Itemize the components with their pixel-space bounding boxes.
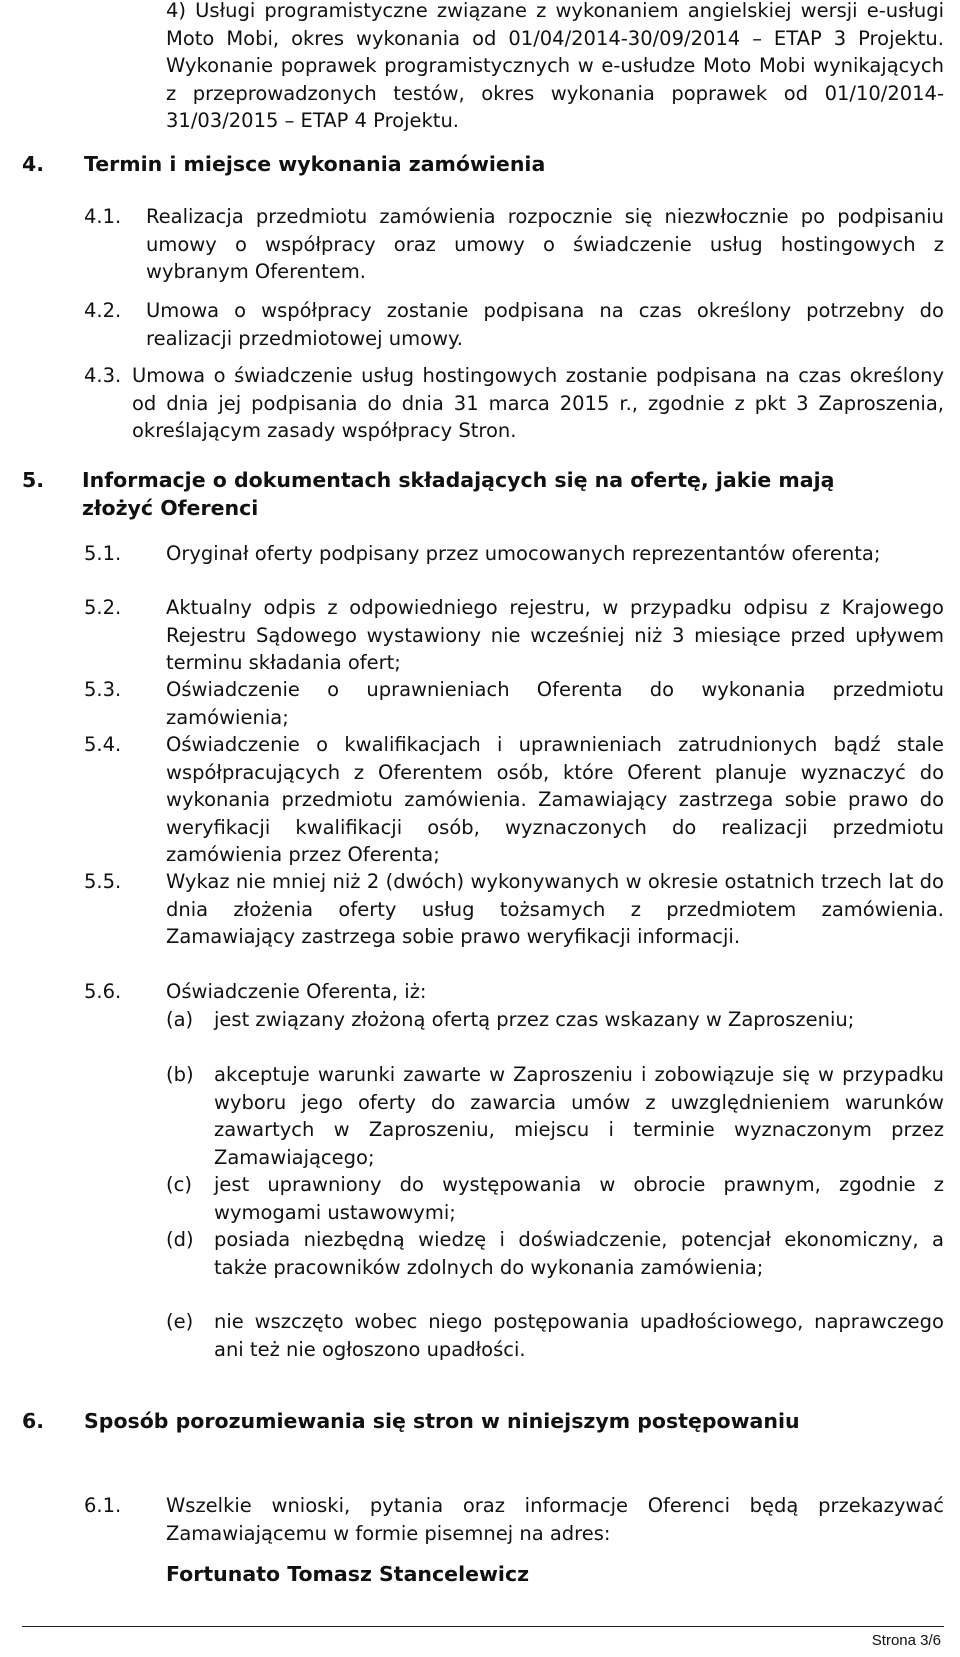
- sub-item-d: [166, 1226, 944, 1281]
- clause-number: 4.2.: [84, 299, 122, 322]
- clause-text: Oświadczenie o uprawnieniach Oferenta do wykonania przedmiotu zamówienia;: [166, 678, 944, 729]
- clause-text: Oświadczenie Oferenta, iż:: [166, 980, 427, 1003]
- clause-number: 5.5.: [84, 870, 122, 893]
- section-number: 5.: [22, 468, 45, 492]
- sub-item-letter: (b): [166, 1063, 194, 1086]
- clause-number: 5.3.: [84, 678, 122, 701]
- clause-text: Realizacja przedmiotu zamówienia rozpocznie się niezwłocznie po podpisaniu umowy o współpracy oraz umowy o świadczenie usług hostingowych z wybranym Oferentem.: [146, 205, 944, 283]
- clause-text: Wszelkie wnioski, pytania oraz informacje Oferenci będą przekazywać Zamawiającemu w formie pisemnej na adres:: [166, 1494, 944, 1545]
- clause-number: 5.2.: [84, 596, 122, 619]
- clause-5-5: [84, 868, 944, 951]
- sub-item-c: [166, 1171, 944, 1226]
- sub-item-text: nie wszczęto wobec niego postępowania upadłościowego, naprawczego ani też nie ogłoszono upadłości.: [214, 1310, 944, 1361]
- clause-text: Aktualny odpis z odpowiedniego rejestru, w przypadku odpisu z Krajowego Rejestru Sądowego wystawiony nie wcześniej niż 3 miesiące przed upływem terminu składania ofert;: [166, 596, 944, 674]
- clause-number: 5.1.: [84, 542, 122, 565]
- page-number: Strona 3/6: [871, 1632, 941, 1649]
- sub-item-b: [166, 1061, 944, 1171]
- clause-6-1: [84, 1492, 944, 1547]
- clause-5-6: [84, 978, 944, 1006]
- clause-5-4: [84, 731, 944, 869]
- clause-5-2: [84, 594, 944, 677]
- clause-number: 4.3.: [84, 364, 122, 387]
- clause-5-3: [84, 676, 944, 731]
- clause-text: Oświadczenie o kwalifikacjach i uprawnieniach zatrudnionych bądź stale współpracujących z Oferentem osób, które Oferent planuje wyznaczyć do wykonania przedmiotu zamówienia. Zamawiający zastrzega sobie prawo do weryfikacji kwalifikacji osób, wyznaczonych do realizacji przedmiotu zamówienia przez Oferenta;: [166, 733, 944, 866]
- clause-4-1: [84, 203, 944, 286]
- clause-text: Umowa o współpracy zostanie podpisana na czas określony potrzebny do realizacji przedmiotowej umowy.: [146, 299, 944, 350]
- clause-number: 4.1.: [84, 205, 122, 228]
- clause-text: Umowa o świadczenie usług hostingowych zostanie podpisana na czas określony od dnia jej podpisania do dnia 31 marca 2015 r., zgodnie z pkt 3 Zaproszenia, określającym zasady współpracy Stron.: [132, 364, 944, 442]
- sub-item-letter: (c): [166, 1173, 192, 1196]
- section-title: Informacje o dokumentach składających się na ofertę, jakie mają złożyć Oferenci: [82, 468, 835, 520]
- list-item-4: 4) Usługi programistyczne związane z wykonaniem angielskiej wersji e-usługi Moto Mobi, okres wykonania od 01/04/2014-30/09/2014 – ETAP 3 Projektu. Wykonanie poprawek programistycznych w e-usłudze Moto Mobi wynikających z przeprowadzonych testów, okres wykonania poprawek od 01/10/2014-31/03/2015 – ETAP 4 Projektu.: [166, 0, 944, 132]
- clause-number: 5.6.: [84, 980, 122, 1003]
- clause-number: 6.1.: [84, 1494, 122, 1517]
- sub-item-letter: (d): [166, 1228, 194, 1251]
- clause-text: Wykaz nie mniej niż 2 (dwóch) wykonywanych w okresie ostatnich trzech lat do dnia złożenia oferty usług tożsamych z przedmiotem zamówienia. Zamawiający zastrzega sobie prawo weryfikacji informacji.: [166, 870, 944, 948]
- section-4-heading: [22, 150, 944, 178]
- clause-4-2: [84, 297, 944, 352]
- sub-item-text: jest związany złożoną ofertą przez czas wskazany w Zaproszeniu;: [214, 1008, 855, 1031]
- section-title: Sposób porozumiewania się stron w niniejszym postępowaniu: [84, 1409, 800, 1433]
- sub-item-text: akceptuje warunki zawarte w Zaproszeniu i zobowiązuje się w przypadku wyboru jego oferty do zawarcia umów z uwzględnieniem warunków zawartych w Zaproszeniu, miejscu i terminie wyznaczonym przez Zamawiającego;: [214, 1063, 944, 1169]
- sub-item-e: [166, 1308, 944, 1363]
- clause-4-3: [84, 362, 944, 445]
- section-title: Termin i miejsce wykonania zamówienia: [84, 152, 546, 176]
- sub-item-text: jest uprawniony do występowania w obrocie prawnym, zgodnie z wymogami ustawowymi;: [214, 1173, 944, 1224]
- section-5-heading: [22, 466, 944, 522]
- section-number: 6.: [22, 1409, 45, 1433]
- clause-5-1: [84, 540, 944, 568]
- section-6-heading: [22, 1407, 944, 1435]
- sub-item-a: [166, 1006, 944, 1034]
- footer-divider: [22, 1626, 944, 1627]
- section-number: 4.: [22, 152, 45, 176]
- clause-text: Oryginał oferty podpisany przez umocowanych reprezentantów oferenta;: [166, 542, 881, 565]
- sub-item-text: posiada niezbędną wiedzę i doświadczenie, potencjał ekonomiczny, a także pracowników zdolnych do wykonania zamówienia;: [214, 1228, 944, 1279]
- sub-item-letter: (a): [166, 1008, 194, 1031]
- sub-item-letter: (e): [166, 1310, 194, 1333]
- clause-number: 5.4.: [84, 733, 122, 756]
- addressee-name: Fortunato Tomasz Stancelewicz: [166, 1562, 530, 1586]
